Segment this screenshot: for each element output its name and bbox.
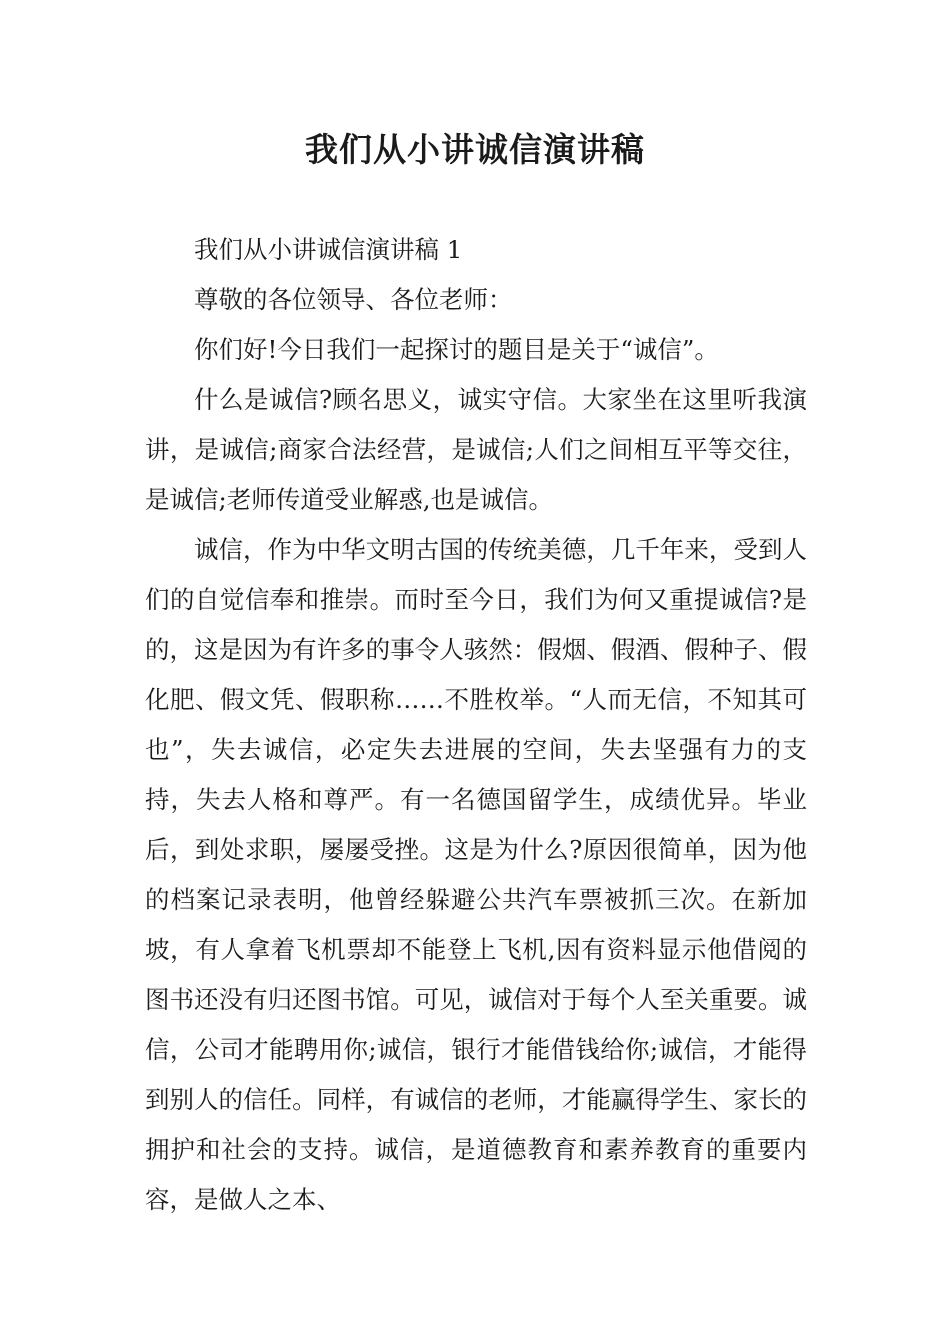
paragraph-heading: 我们从小讲诚信演讲稿 1 xyxy=(194,235,463,264)
paragraph-what-is-integrity: 什么是诚信?顾名思义，诚实守信。大家坐在这里听我演讲，是诚信;商家合法经营，是诚信;人们之间相互平等交往，是诚信;老师传道受业解惑,也是诚信。 xyxy=(145,385,807,514)
document-title: 我们从小讲诚信演讲稿 xyxy=(305,130,645,169)
document-body xyxy=(145,225,807,1225)
paragraph-salutation: 尊敬的各位领导、各位老师： xyxy=(194,285,513,314)
paragraph-greeting: 你们好!今日我们一起探讨的题目是关于“诚信”。 xyxy=(194,335,719,364)
paragraph-integrity-importance: 诚信，作为中华文明古国的传统美德，几千年来，受到人们的自觉信奉和推崇。而时至今日，我们为何又重提诚信?是的，这是因为有许多的事令人骇然：假烟、假酒、假种子、假化肥、假文凭、假职称……不胜枚举。“人而无信，不知其可也”，失去诚信，必定失去进展的空间，失去坚强有力的支持，失去人格和尊严。有一名德国留学生，成绩优异。毕业后，到处求职，屡屡受挫。这是为什么?原因很简单，因为他的档案记录表明，他曾经躲避公共汽车票被抓三次。在新加坡，有人拿着飞机票却不能登上飞机,因有资料显示他借阅的图书还没有归还图书馆。可见，诚信对于每个人至关重要。诚信，公司才能聘用你;诚信，银行才能借钱给你;诚信，才能得到别人的信任。同样，有诚信的老师，才能赢得学生、家长的拥护和社会的支持。诚信，是道德教育和素养教育的重要内容，是做人之本、 xyxy=(145,535,807,1214)
